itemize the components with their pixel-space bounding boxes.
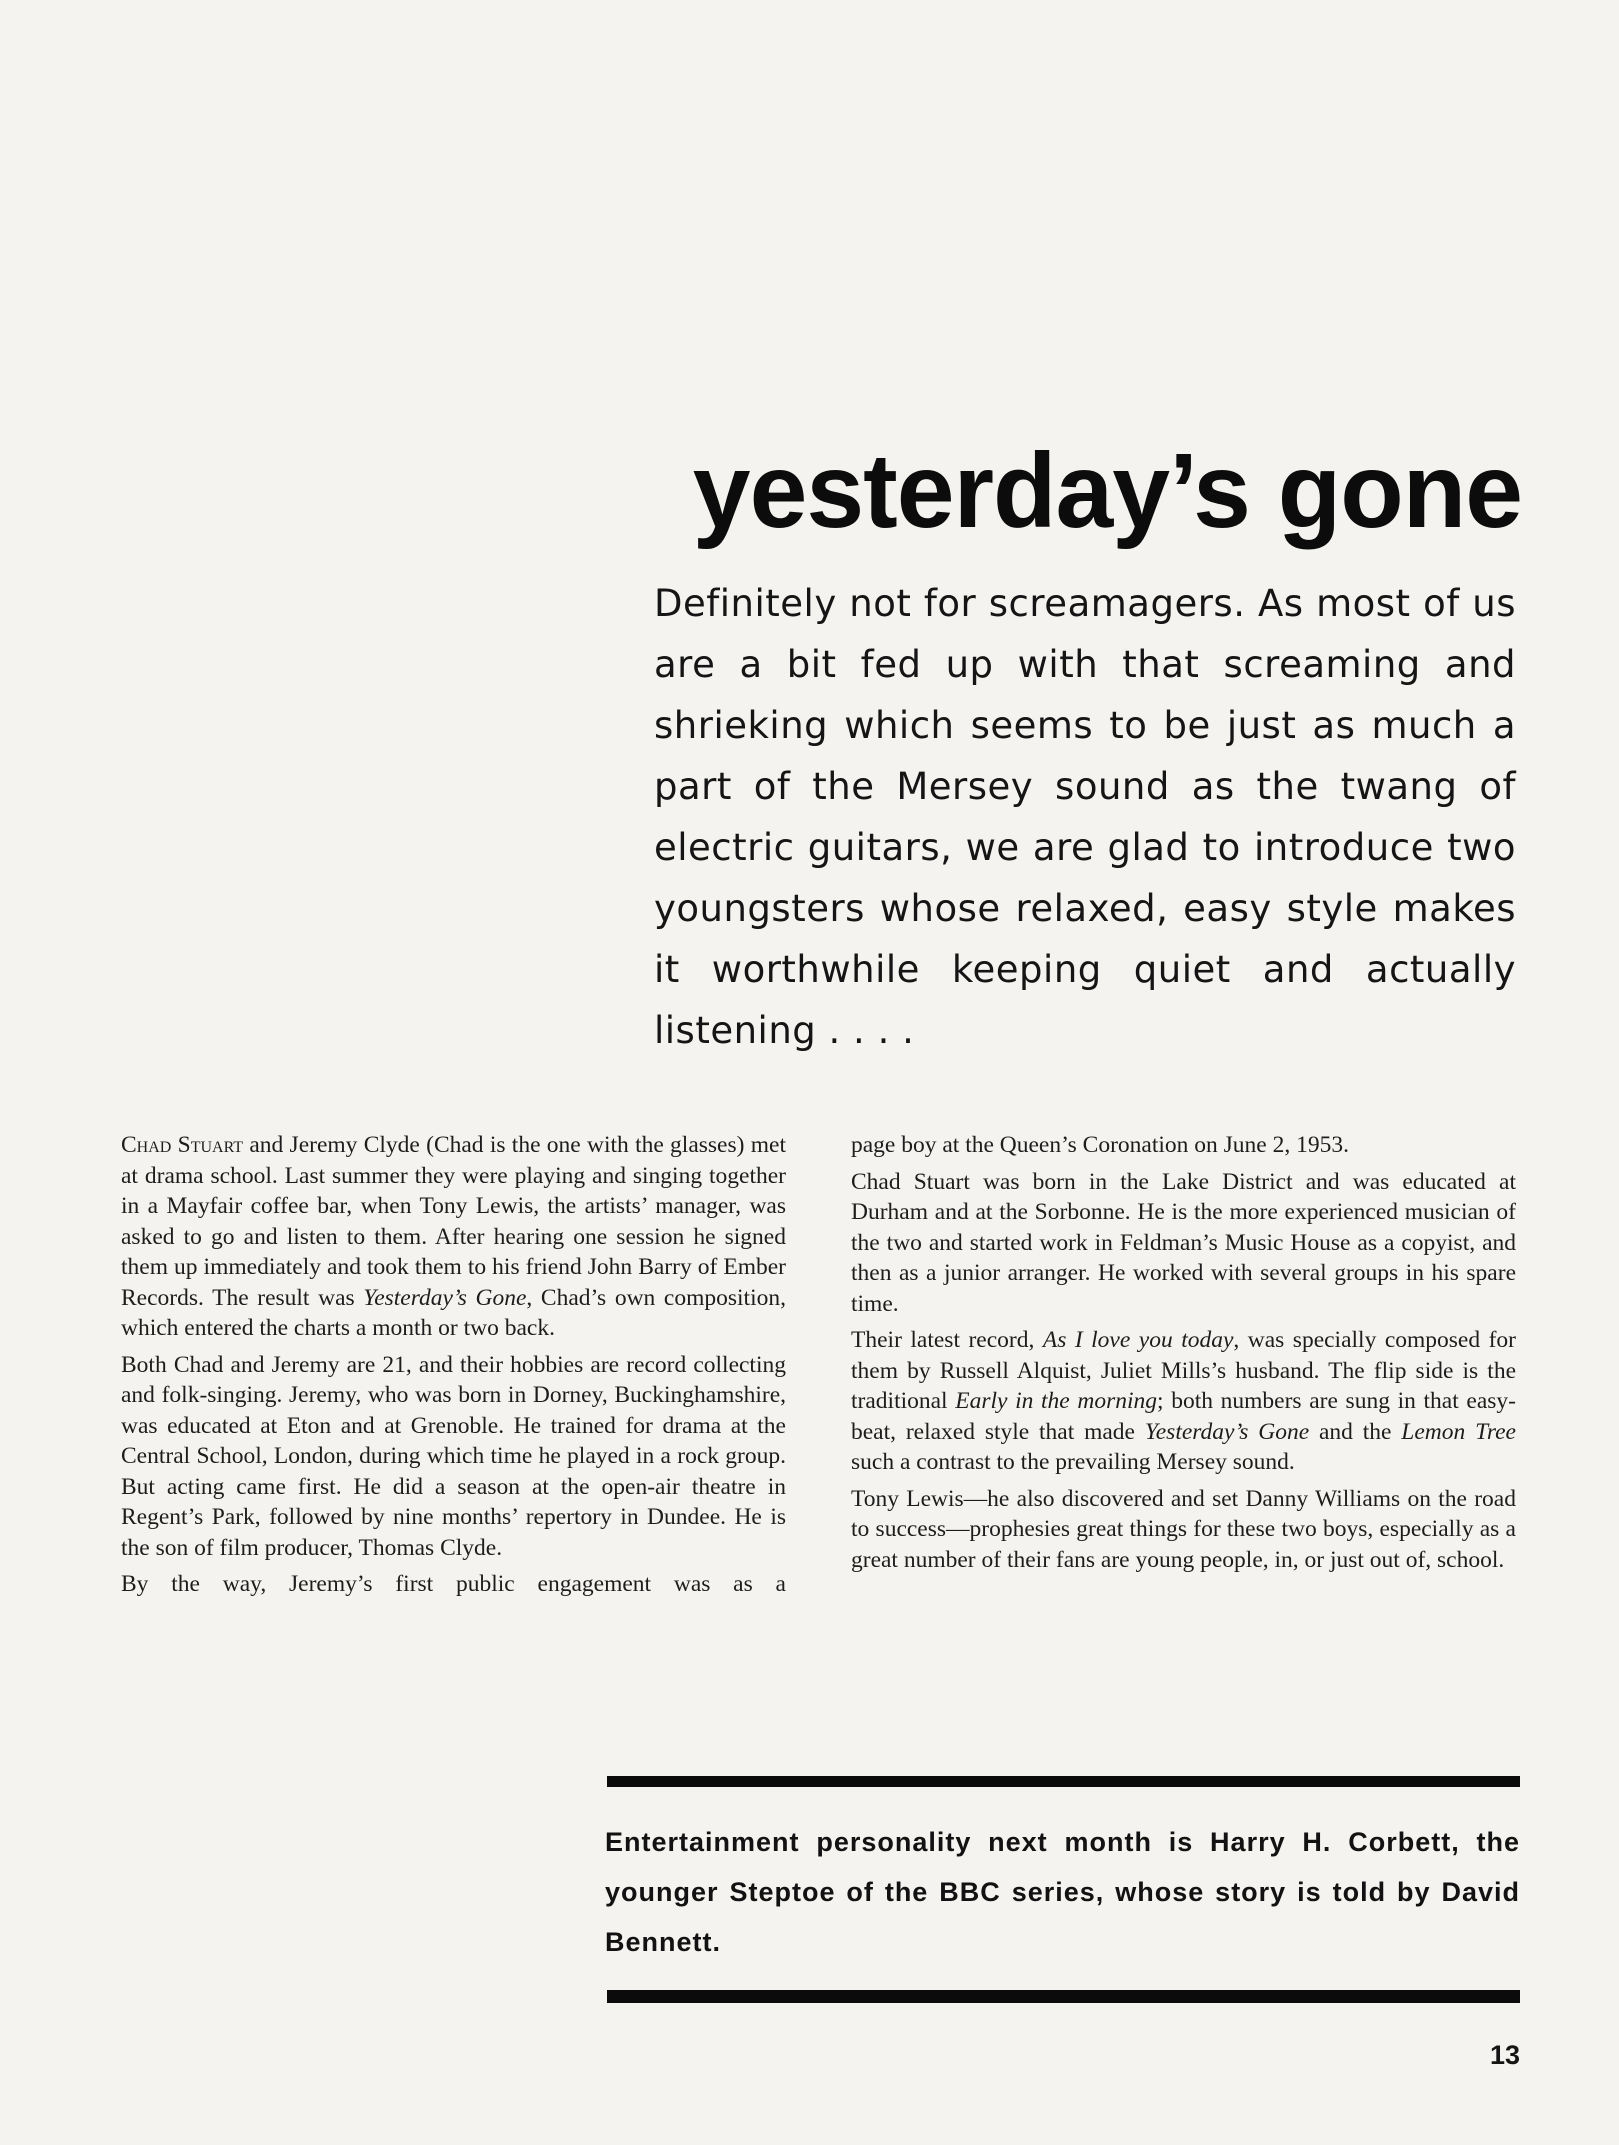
article-intro: Definitely not for screamagers. As most of us are a bit fed up with that screaming and shrieking which seems to be just as much a part of the Mersey sound as the twang of electric guitars, we are glad to introduce two youngsters whose relaxed, easy style makes it worthwhile keeping quiet and actually listening . . . . <box>654 582 1516 1052</box>
body-text: and Jeremy Clyde (Chad is the one with the glasses) met at drama school. Last summer they were playing and singing together in a Mayfair coffee bar, when Tony Lewis, the artists’ manager, was asked to go and listen to them. After hearing one session he signed them up immediately and took them to his friend John Barry of Ember Records. The result was <box>121 1132 786 1311</box>
song-title: Yesterday’s Gone <box>363 1284 527 1311</box>
body-paragraph: By the way, Jeremy’s first public engagement was as a <box>121 1571 786 1597</box>
body-paragraph: Both Chad and Jeremy are 21, and their hobbies are record collecting and folk-singing. Jeremy, who was born in Dorney, Buckinghamshire, was educated at Eton and at Grenoble. He trained for drama at the Central School, London, during which time he played in a rock group. But acting came first. He did a season at the open-air theatre in Regent’s Park, followed by nine months’ repertory in Dundee. He is the son of film producer, Thomas Clyde. <box>121 1351 786 1561</box>
page-number: 13 <box>1489 2040 1520 2070</box>
body-text: Their latest record, <box>851 1327 1043 1353</box>
body-text: , was specially composed for them by Russell Alquist, Juliet Mills’s husband. The flip side is the traditional <box>851 1327 1516 1414</box>
song-title: As I love you today <box>1042 1327 1234 1353</box>
body-paragraph: Tony Lewis—he also discovered and set Danny Williams on the road to success—prophesies great things for these two boys, especially as a great number of their fans are young people, in, or just out of, school. <box>851 1485 1516 1573</box>
article-column-left <box>121 1130 786 1606</box>
body-text: ; both numbers are sung in that easy-beat, relaxed style that made <box>851 1388 1516 1445</box>
article-title: yesterday’s gone <box>692 432 1522 550</box>
promo-top-rule <box>607 1776 1520 1787</box>
body-paragraph <box>851 1325 1516 1478</box>
body-text: , Chad’s own composition, which entered the charts a month or two back. <box>121 1284 786 1341</box>
body-paragraph: page boy at the Queen’s Coronation on June 2, 1953. <box>851 1132 1349 1158</box>
byline-lead: Chad Stuart <box>121 1132 244 1158</box>
body-text: such a contrast to the prevailing Mersey sound. <box>851 1449 1295 1475</box>
next-month-promo: Entertainment personality next month is Harry H. Corbett, the younger Steptoe of the BBC series, whose story is told by David Bennett. <box>605 1827 1520 1957</box>
article-column-right <box>851 1130 1516 1581</box>
promo-bottom-rule <box>607 1990 1520 2003</box>
song-title: Early in the morning <box>955 1388 1158 1414</box>
body-paragraph <box>121 1130 786 1344</box>
body-text: and the <box>1309 1418 1402 1445</box>
song-title: Lemon Tree <box>1401 1418 1516 1445</box>
song-title: Yesterday’s Gone <box>1144 1418 1310 1445</box>
body-paragraph: Chad Stuart was born in the Lake District and was educated at Durham and at the Sorbonne. He is the more experienced musician of the two and started work in Feldman’s Music House as a copyist, and then as a junior arranger. He worked with several groups in his spare time. <box>851 1168 1516 1317</box>
